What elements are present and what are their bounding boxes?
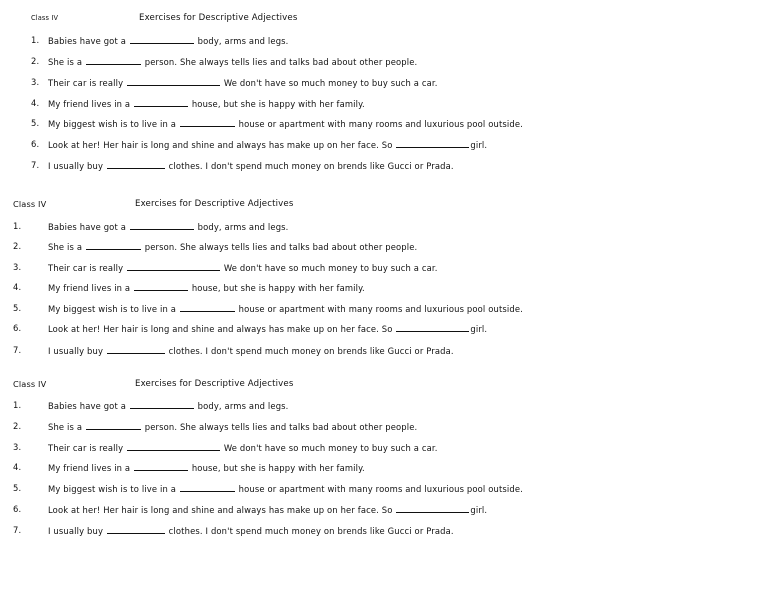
text-before-blank: She is a xyxy=(48,57,85,67)
exercise-item xyxy=(0,260,768,274)
text-after-blank: person. She always tells lies and talks bad about other people. xyxy=(141,57,418,67)
item-text xyxy=(48,343,454,358)
worksheet-title: Exercises for Descriptive Adjectives xyxy=(139,13,298,23)
text-before-blank: Babies have got a xyxy=(48,401,129,411)
item-text xyxy=(48,301,523,316)
item-text xyxy=(48,116,523,131)
item-number: 2. xyxy=(13,241,22,251)
item-number: 4. xyxy=(13,462,22,472)
item-text xyxy=(48,523,454,538)
text-after-blank: We don't have so much money to buy such a car. xyxy=(221,263,438,273)
text-before-blank: Babies have got a xyxy=(48,222,129,232)
text-after-blank: girl. xyxy=(470,505,488,515)
exercise-item xyxy=(0,280,768,294)
exercise-item xyxy=(0,239,768,253)
text-before-blank: Look at her! Her hair is long and shine and always has make up on her face. So xyxy=(48,505,396,515)
text-after-blank: house or apartment with many rooms and luxurious pool outside. xyxy=(235,119,523,129)
item-text xyxy=(48,260,438,275)
text-after-blank: house or apartment with many rooms and luxurious pool outside. xyxy=(235,484,523,494)
answer-blank[interactable] xyxy=(107,343,165,354)
answer-blank[interactable] xyxy=(127,440,220,451)
answer-blank[interactable] xyxy=(86,239,141,250)
worksheet-title: Exercises for Descriptive Adjectives xyxy=(135,379,294,389)
exercise-item xyxy=(0,137,768,151)
item-text xyxy=(48,321,487,336)
answer-blank[interactable] xyxy=(134,96,188,107)
item-text xyxy=(48,96,365,111)
text-after-blank: We don't have so much money to buy such a car. xyxy=(221,443,438,453)
answer-blank[interactable] xyxy=(107,523,165,534)
item-number: 5. xyxy=(13,483,22,493)
text-after-blank: house, but she is happy with her family. xyxy=(189,99,365,109)
worksheet-title: Exercises for Descriptive Adjectives xyxy=(135,199,294,209)
answer-blank[interactable] xyxy=(396,502,469,513)
text-before-blank: I usually buy xyxy=(48,346,106,356)
exercise-item xyxy=(0,419,768,433)
item-text xyxy=(48,239,417,254)
item-number: 3. xyxy=(31,77,40,87)
text-after-blank: clothes. I don't spend much money on brends like Gucci or Prada. xyxy=(165,346,454,356)
exercise-item xyxy=(0,523,768,537)
text-before-blank: Look at her! Her hair is long and shine and always has make up on her face. So xyxy=(48,140,396,150)
text-before-blank: My friend lives in a xyxy=(48,99,134,109)
text-before-blank: My friend lives in a xyxy=(48,283,134,293)
answer-blank[interactable] xyxy=(134,460,188,471)
text-after-blank: body, arms and legs. xyxy=(194,401,289,411)
text-before-blank: My biggest wish is to live in a xyxy=(48,304,179,314)
item-number: 3. xyxy=(13,442,22,452)
answer-blank[interactable] xyxy=(180,481,235,492)
answer-blank[interactable] xyxy=(107,158,165,169)
item-number: 1. xyxy=(13,400,22,410)
text-before-blank: Their car is really xyxy=(48,78,127,88)
text-before-blank: Babies have got a xyxy=(48,36,129,46)
exercise-item xyxy=(0,440,768,454)
text-after-blank: person. She always tells lies and talks bad about other people. xyxy=(141,242,418,252)
item-text xyxy=(48,280,365,295)
item-text xyxy=(48,137,487,152)
class-label: Class IV xyxy=(13,199,47,209)
answer-blank[interactable] xyxy=(180,301,235,312)
text-before-blank: She is a xyxy=(48,242,85,252)
item-number: 5. xyxy=(13,303,22,313)
exercise-item xyxy=(0,219,768,233)
exercise-item xyxy=(0,398,768,412)
item-number: 6. xyxy=(31,139,40,149)
text-before-blank: Their car is really xyxy=(48,443,127,453)
exercise-item xyxy=(0,321,768,335)
item-number: 7. xyxy=(13,525,22,535)
answer-blank[interactable] xyxy=(396,137,469,148)
text-before-blank: She is a xyxy=(48,422,85,432)
answer-blank[interactable] xyxy=(86,419,141,430)
answer-blank[interactable] xyxy=(127,75,220,86)
exercise-item xyxy=(0,75,768,89)
item-text xyxy=(48,219,289,234)
text-after-blank: house, but she is happy with her family. xyxy=(189,283,365,293)
exercise-item xyxy=(0,343,768,357)
item-number: 6. xyxy=(13,323,22,333)
exercise-item xyxy=(0,502,768,516)
item-number: 5. xyxy=(31,118,40,128)
text-before-blank: My biggest wish is to live in a xyxy=(48,484,179,494)
answer-blank[interactable] xyxy=(134,280,188,291)
item-text xyxy=(48,398,289,413)
text-after-blank: girl. xyxy=(470,140,488,150)
answer-blank[interactable] xyxy=(130,219,194,230)
item-number: 7. xyxy=(13,345,22,355)
text-after-blank: We don't have so much money to buy such a car. xyxy=(221,78,438,88)
item-number: 1. xyxy=(31,35,40,45)
class-label: Class IV xyxy=(31,14,59,22)
item-text xyxy=(48,440,438,455)
item-number: 4. xyxy=(31,98,40,108)
item-number: 1. xyxy=(13,221,22,231)
exercise-item xyxy=(0,301,768,315)
text-before-blank: Their car is really xyxy=(48,263,127,273)
exercise-item xyxy=(0,54,768,68)
text-after-blank: girl. xyxy=(470,324,488,334)
item-number: 3. xyxy=(13,262,22,272)
text-after-blank: clothes. I don't spend much money on brends like Gucci or Prada. xyxy=(165,161,454,171)
text-after-blank: person. She always tells lies and talks bad about other people. xyxy=(141,422,418,432)
text-after-blank: house, but she is happy with her family. xyxy=(189,463,365,473)
exercise-item xyxy=(0,158,768,172)
answer-blank[interactable] xyxy=(130,33,194,44)
item-text xyxy=(48,54,417,69)
exercise-item xyxy=(0,460,768,474)
item-number: 2. xyxy=(13,421,22,431)
text-after-blank: body, arms and legs. xyxy=(194,36,289,46)
item-text xyxy=(48,481,523,496)
exercise-item xyxy=(0,96,768,110)
item-number: 6. xyxy=(13,504,22,514)
answer-blank[interactable] xyxy=(180,116,235,127)
item-text xyxy=(48,419,417,434)
class-label: Class IV xyxy=(13,379,47,389)
answer-blank[interactable] xyxy=(396,321,469,332)
item-text xyxy=(48,460,365,475)
text-before-blank: My friend lives in a xyxy=(48,463,134,473)
item-text xyxy=(48,75,438,90)
item-text xyxy=(48,502,487,517)
item-number: 4. xyxy=(13,282,22,292)
exercise-item xyxy=(0,116,768,130)
text-after-blank: house or apartment with many rooms and luxurious pool outside. xyxy=(235,304,523,314)
item-number: 7. xyxy=(31,160,40,170)
answer-blank[interactable] xyxy=(127,260,220,271)
exercise-item xyxy=(0,481,768,495)
text-before-blank: My biggest wish is to live in a xyxy=(48,119,179,129)
item-text xyxy=(48,158,454,173)
text-after-blank: clothes. I don't spend much money on brends like Gucci or Prada. xyxy=(165,526,454,536)
text-before-blank: Look at her! Her hair is long and shine and always has make up on her face. So xyxy=(48,324,396,334)
text-before-blank: I usually buy xyxy=(48,161,106,171)
item-number: 2. xyxy=(31,56,40,66)
item-text xyxy=(48,33,289,48)
answer-blank[interactable] xyxy=(130,398,194,409)
exercise-item xyxy=(0,33,768,47)
answer-blank[interactable] xyxy=(86,54,141,65)
text-before-blank: I usually buy xyxy=(48,526,106,536)
text-after-blank: body, arms and legs. xyxy=(194,222,289,232)
